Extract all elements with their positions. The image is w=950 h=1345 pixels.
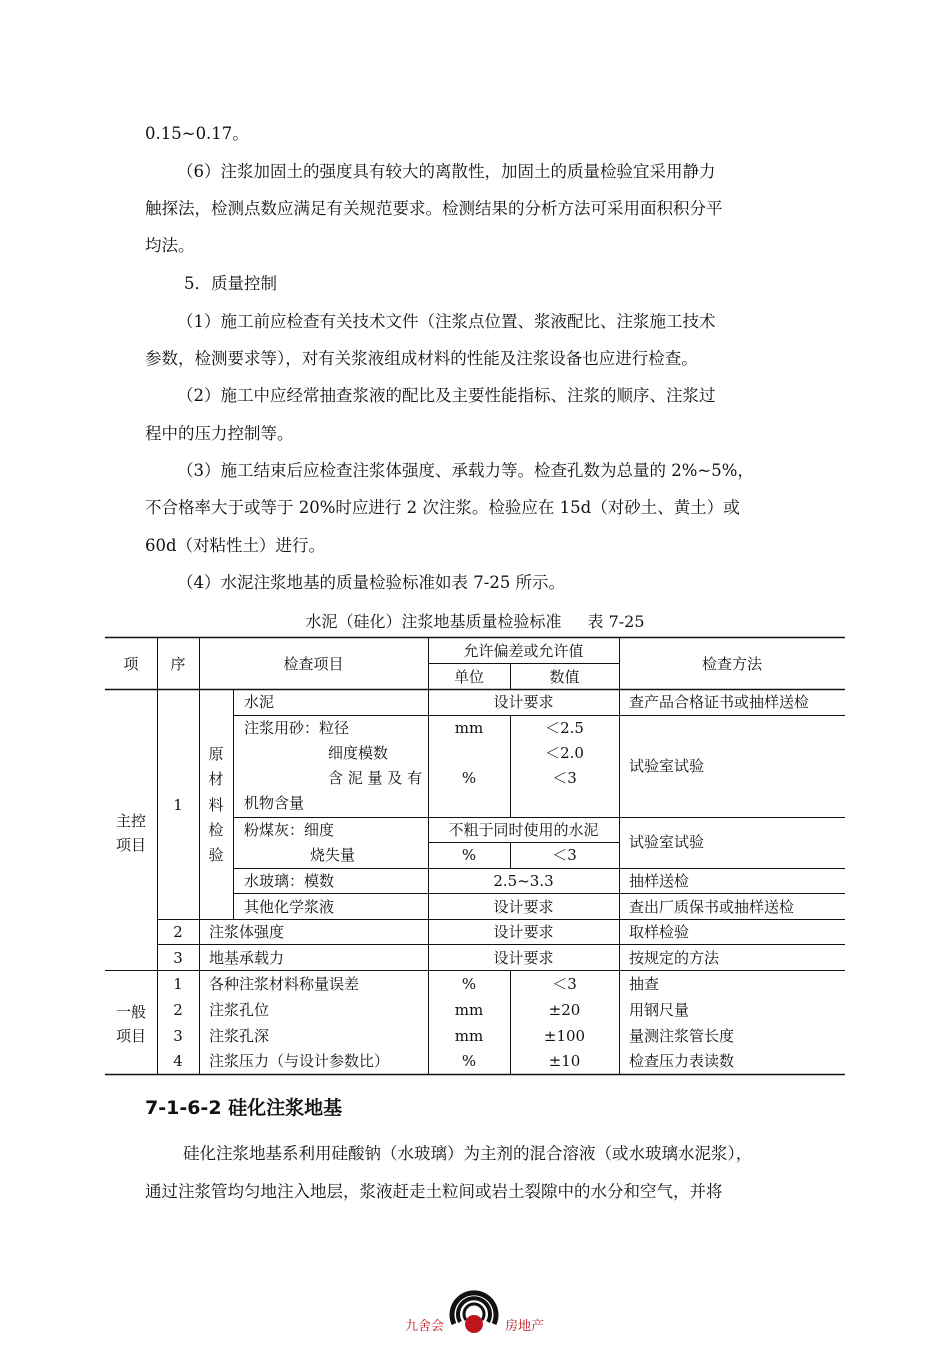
seq-cell: 3 xyxy=(173,1027,183,1045)
row-requirement: 设计要求 xyxy=(493,923,554,941)
row-method: 查产品合格证书或抽样送检 xyxy=(629,693,810,711)
group-main-control: 主控 项目 xyxy=(115,812,146,854)
row-item: 机物含量 xyxy=(244,794,305,812)
row-method: 取样检验 xyxy=(629,923,690,941)
row-value: ＜3 xyxy=(552,769,577,787)
row-method: 抽查 xyxy=(629,975,660,993)
row-item: 含 泥 量 及 有 xyxy=(328,769,423,787)
table-title: 水泥（硅化）注浆地基质量检验标准 xyxy=(305,612,562,631)
seq-cell: 2 xyxy=(173,923,183,941)
row-unit: % xyxy=(461,1052,477,1070)
paragraph-line: 通过注浆管均匀地注入地层，浆液赶走土粒间或岩土裂隙中的水分和空气，并将 xyxy=(145,1182,723,1201)
row-value: ＜3 xyxy=(552,846,577,864)
row-method: 按规定的方法 xyxy=(629,949,720,967)
row-method: 量测注浆管长度 xyxy=(629,1027,735,1045)
row-requirement: 设计要求 xyxy=(493,898,554,916)
row-item: 细度模数 xyxy=(328,744,389,762)
row-item: 注浆用砂：粒径 xyxy=(244,719,350,737)
row-item: 各种注浆材料称量误差 xyxy=(209,975,360,993)
row-method: 试验室试验 xyxy=(629,833,705,851)
row-method: 试验室试验 xyxy=(629,757,705,775)
paragraph-line: （6）注浆加固土的强度具有较大的离散性，加固土的质量检验宜采用静力 xyxy=(177,162,716,181)
seq-cell: 4 xyxy=(173,1052,183,1070)
paragraph-line: 硅化注浆地基系利用硅酸钠（水玻璃）为主剂的混合溶液（或水玻璃水泥浆）， xyxy=(183,1144,753,1163)
row-unit: mm xyxy=(454,1027,484,1045)
row-method: 查出厂质保书或抽样送检 xyxy=(629,898,795,916)
raw-material-char: 料 xyxy=(208,796,224,814)
row-item: 烧失量 xyxy=(310,846,356,864)
row-unit: % xyxy=(461,846,477,864)
seq-cell: 1 xyxy=(173,796,183,814)
seq-cell: 1 xyxy=(173,975,183,993)
row-method: 抽样送检 xyxy=(629,872,690,890)
row-unit: mm xyxy=(454,1001,484,1019)
paragraph-line: （3）施工结束后应检查注浆体强度、承载力等。检查孔数为总量的 2%~5%， xyxy=(177,461,754,480)
seq-cell: 3 xyxy=(173,949,183,967)
paragraph-line: 60d（对粘性土）进行。 xyxy=(145,536,326,555)
header-method: 检查方法 xyxy=(701,655,762,673)
footer-right-text: 房地产 xyxy=(505,1319,545,1334)
row-item: 地基承载力 xyxy=(209,949,285,967)
group-general: 一般 项目 xyxy=(115,1003,146,1045)
row-value: ＜2.0 xyxy=(545,744,584,762)
row-item: 注浆压力（与设计参数比） xyxy=(209,1052,390,1070)
table-number: 表 7-25 xyxy=(587,612,645,631)
row-value: ±20 xyxy=(548,1001,581,1019)
header-value: 数值 xyxy=(549,668,580,686)
header-item: 项 xyxy=(123,655,139,673)
paragraph-line: （1）施工前应检查有关技术文件（注浆点位置、浆液配比、注浆施工技术 xyxy=(177,312,716,331)
header-seq: 序 xyxy=(170,655,186,673)
row-value: ±10 xyxy=(548,1052,581,1070)
paragraph-line: 程中的压力控制等。 xyxy=(145,424,294,443)
row-item: 注浆体强度 xyxy=(209,923,285,941)
row-unit: % xyxy=(461,975,477,993)
footer-left-text: 九舍会 xyxy=(405,1319,445,1334)
row-requirement: 不粗于同时使用的水泥 xyxy=(448,821,599,839)
raw-material-char: 材 xyxy=(208,770,224,788)
row-value: 2.5~3.3 xyxy=(493,872,554,890)
row-requirement: 设计要求 xyxy=(493,693,554,711)
row-item: 水玻璃：模数 xyxy=(244,872,335,890)
seq-cell: 2 xyxy=(173,1001,183,1019)
header-allowance: 允许偏差或允许值 xyxy=(463,642,584,660)
row-value: ＜3 xyxy=(552,975,577,993)
logo-dot xyxy=(465,1315,483,1333)
row-item: 其他化学浆液 xyxy=(244,898,335,916)
row-method: 用钢尺量 xyxy=(629,1001,690,1019)
logo-icon xyxy=(448,1278,500,1334)
paragraph-line: （4）水泥注浆地基的质量检验标准如表 7-25 所示。 xyxy=(177,573,566,592)
row-requirement: 设计要求 xyxy=(493,949,554,967)
row-value: ±100 xyxy=(543,1027,586,1045)
row-unit: % xyxy=(461,769,477,787)
header-unit: 单位 xyxy=(453,668,484,686)
paragraph-line: 参数，检测要求等），对有关浆液组成材料的性能及注浆设备也应进行检查。 xyxy=(145,349,698,368)
paragraph-line: 不合格率大于或等于 20%时应进行 2 次注浆。检验应在 15d（对砂土、黄土）或 xyxy=(145,498,740,517)
row-item: 粉煤灰：细度 xyxy=(244,821,335,839)
paragraph-line: 0.15~0.17。 xyxy=(145,124,249,143)
raw-material-char: 原 xyxy=(208,745,224,763)
row-item: 注浆孔深 xyxy=(209,1027,270,1045)
raw-material-char: 验 xyxy=(208,846,224,864)
row-method: 检查压力表读数 xyxy=(629,1052,735,1070)
raw-material-char: 检 xyxy=(208,821,224,839)
paragraph-line: 均法。 xyxy=(145,236,195,255)
row-value: ＜2.5 xyxy=(545,719,584,737)
paragraph-line: 触探法，检测点数应满足有关规范要求。检测结果的分析方法可采用面积积分平 xyxy=(145,199,723,218)
row-item: 注浆孔位 xyxy=(209,1001,270,1019)
header-check-item: 检查项目 xyxy=(283,655,344,673)
paragraph-line: （2）施工中应经常抽查浆液的配比及主要性能指标、注浆的顺序、注浆过 xyxy=(177,386,716,405)
section-heading: 7-1-6-2 硅化注浆地基 xyxy=(145,1097,343,1119)
row-item: 水泥 xyxy=(244,693,275,711)
row-unit: mm xyxy=(454,719,484,737)
section-title: 5．质量控制 xyxy=(184,274,277,293)
